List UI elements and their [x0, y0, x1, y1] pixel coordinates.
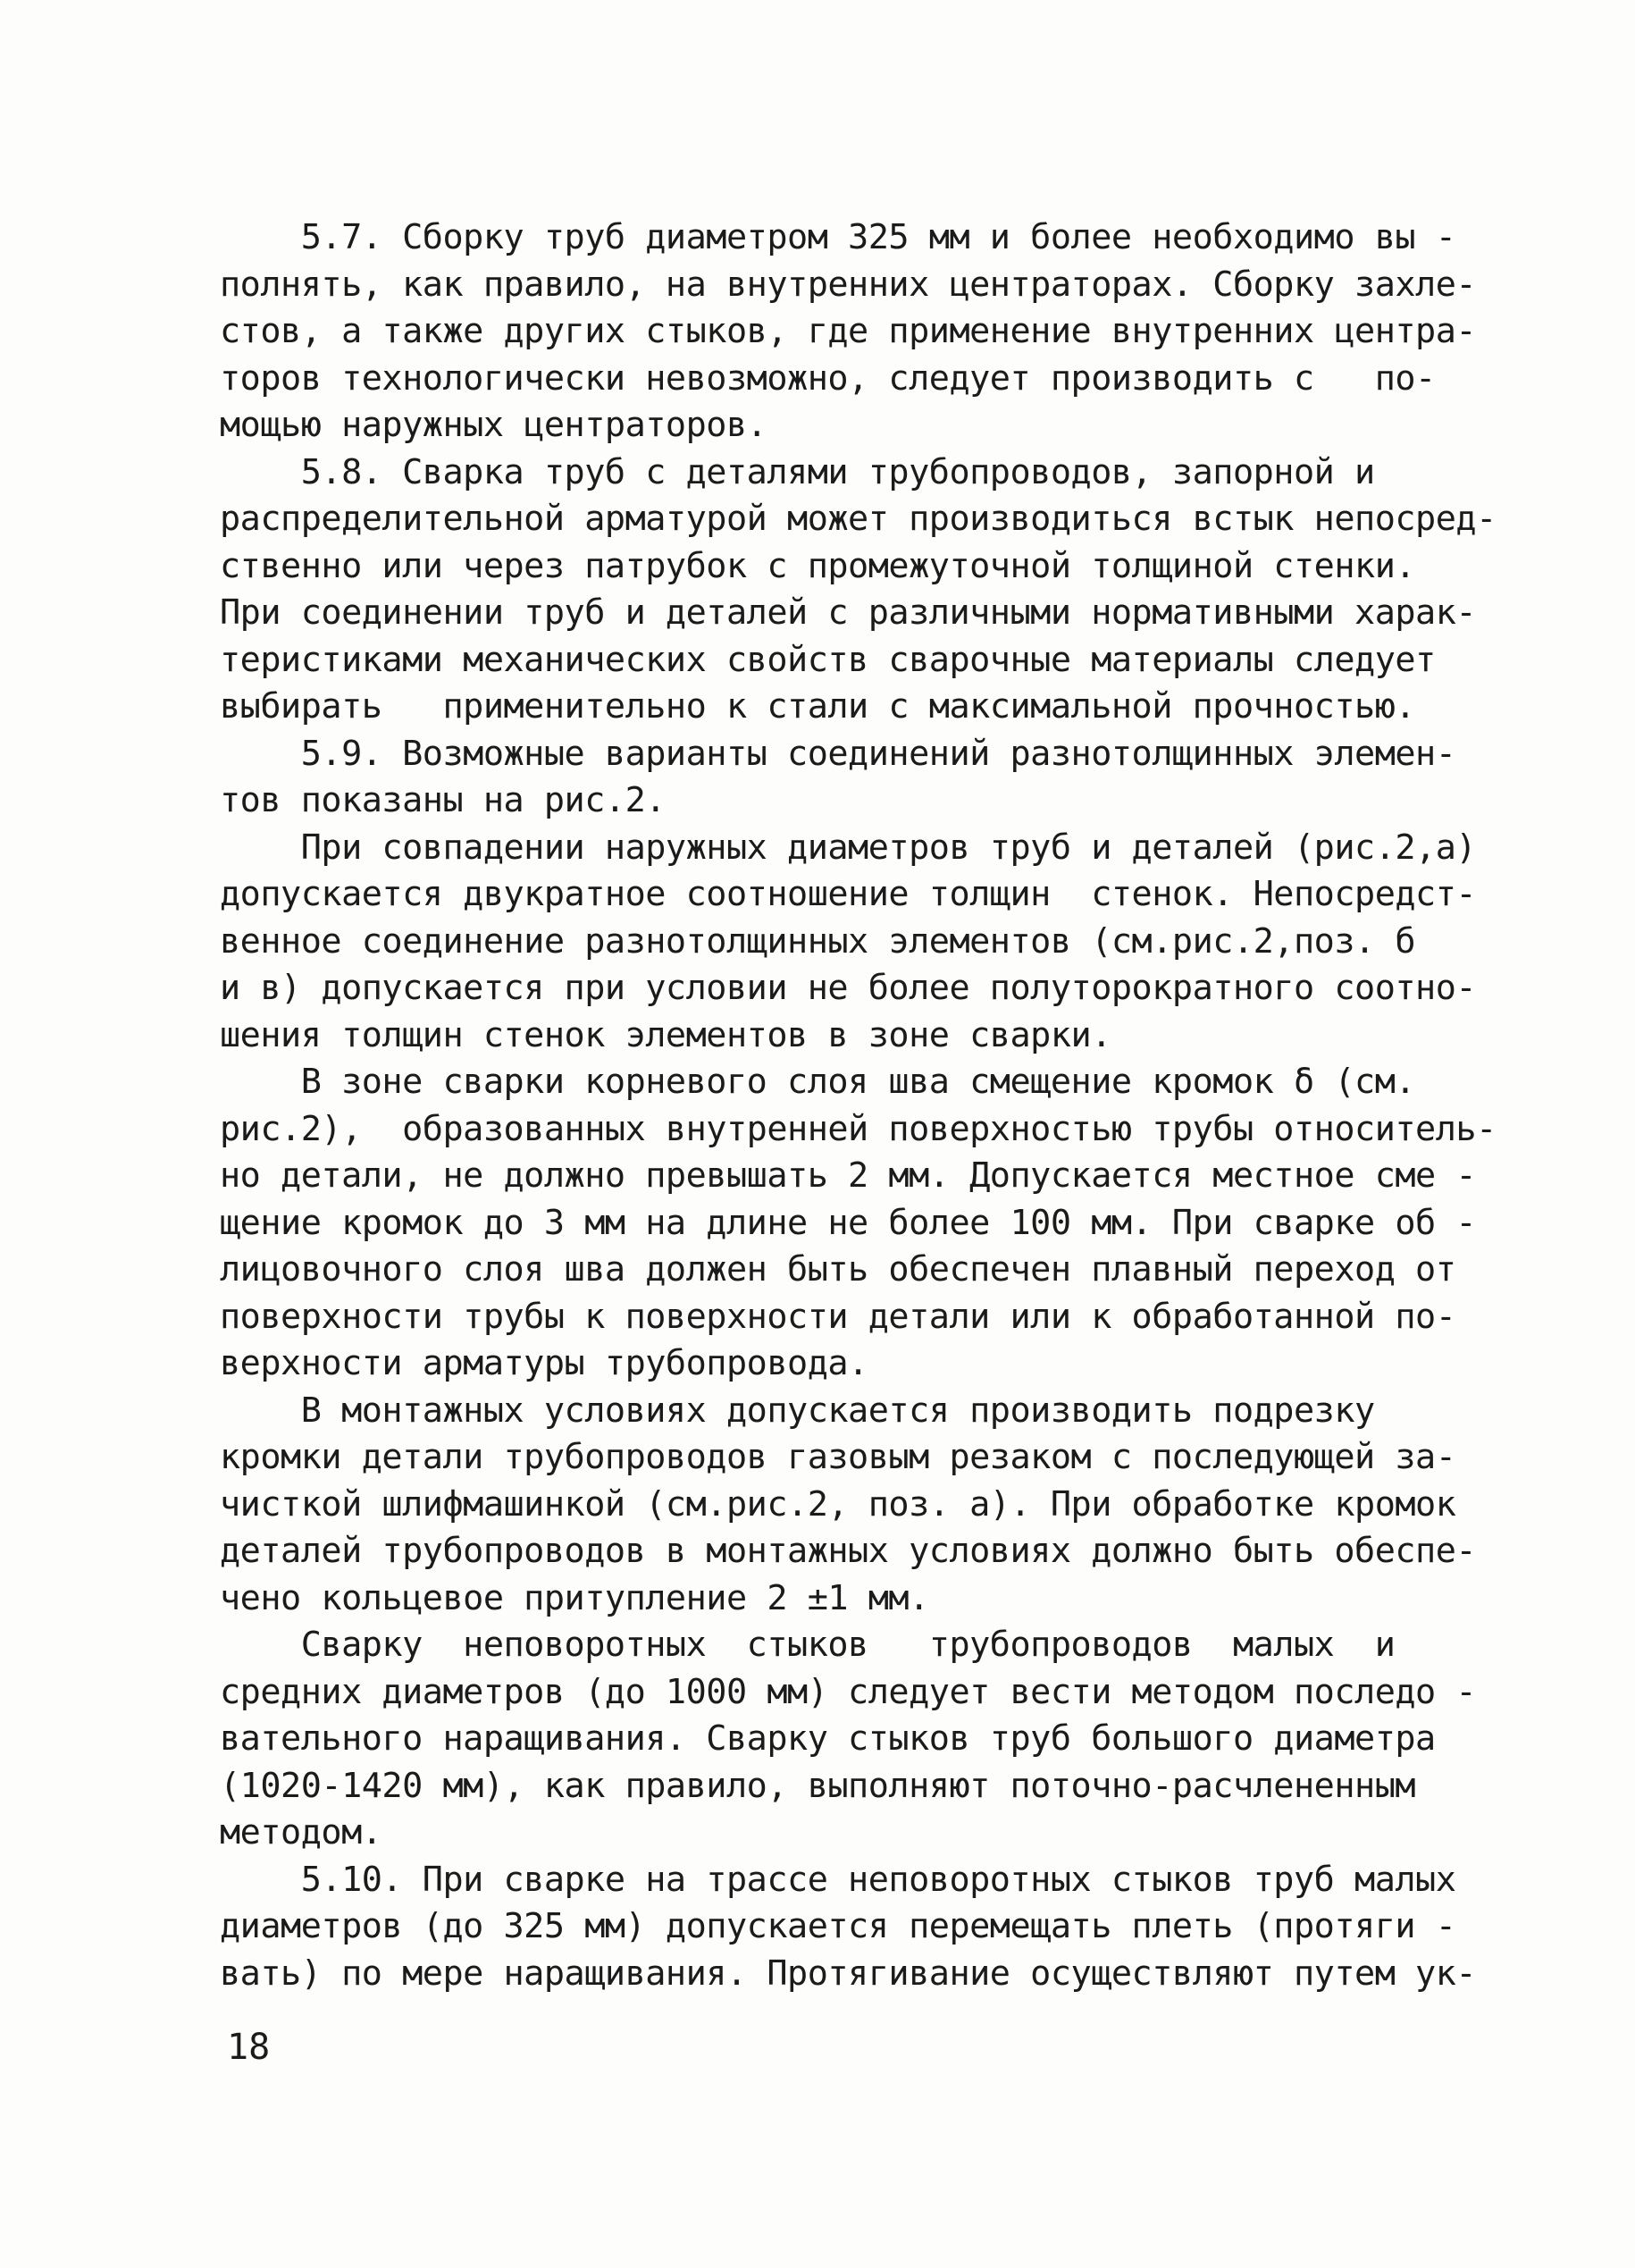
text-line: и в) допускается при условии не более полуторократного соотно- — [220, 968, 1477, 1008]
text-line: верхности арматуры трубопровода. — [220, 1343, 868, 1383]
text-line: ственно или через патрубок с промежуточной толщиной стенки. — [220, 545, 1416, 586]
text-line: чисткой шлифмашинкой (см.рис.2, поз. а). При обработке кромок — [220, 1483, 1456, 1525]
text-line: 5.7. Сборку труб диаметром 325 мм и более необходимо вы - — [220, 217, 1456, 257]
text-line: венное соединение разнотолщинных элементов (см.рис.2,поз. б — [220, 920, 1416, 962]
text-line: распределительной арматурой может производиться встык непосред- — [220, 499, 1497, 539]
text-line: 5.9. Возможные варианты соединений разнотолщинных элемен- — [220, 733, 1456, 774]
text-line: поверхности трубы к поверхности детали или к обработанной по- — [220, 1296, 1456, 1337]
text-line: лицовочного слоя шва должен быть обеспечен плавный переход от — [220, 1249, 1456, 1289]
text-line: деталей трубопроводов в монтажных условиях должно быть обеспе- — [220, 1531, 1477, 1571]
text-line: вательного наращивания. Сварку стыков труб большого диаметра — [220, 1718, 1436, 1759]
text-line: допускается двукратное соотношение толщин стенок. Непосредст- — [220, 874, 1477, 914]
text-line: шения толщин стенок элементов в зоне сварки. — [220, 1014, 1111, 1055]
body-text — [220, 214, 1497, 1997]
text-line: Сварку неповоротных стыков трубопроводов малых и — [220, 1625, 1396, 1665]
text-line: При соединении труб и деталей с различными нормативными харак- — [220, 592, 1477, 633]
text-line: кромки детали трубопроводов газовым резаком с последующей за- — [220, 1437, 1456, 1477]
text-line: 5.10. При сварке на трассе неповоротных стыков труб малых — [220, 1859, 1456, 1900]
text-line: мощью наружных центраторов. — [220, 405, 767, 445]
text-line: рис.2), образованных внутренней поверхностью трубы относитель- — [220, 1108, 1497, 1149]
text-line: теристиками механических свойств сварочные материалы следует — [220, 639, 1436, 680]
text-line: В монтажных условиях допускается производить подрезку — [220, 1390, 1375, 1431]
text-line: 5.8. Сварка труб с деталями трубопроводов, запорной и — [220, 451, 1375, 492]
text-line: но детали, не должно превышать 2 мм. Допускается местное сме - — [220, 1155, 1477, 1196]
text-line: При совпадении наружных диаметров труб и деталей (рис.2,а) — [220, 827, 1477, 868]
text-line: щение кромок до 3 мм на длине не более 100 мм. При сварке об - — [220, 1202, 1477, 1243]
text-line: средних диаметров (до 1000 мм) следует вести методом последо - — [220, 1671, 1477, 1712]
text-line: тов показаны на рис.2. — [220, 780, 666, 820]
text-line: выбирать применительно к стали с максимальной прочностью. — [220, 686, 1416, 727]
page-number: 18 — [227, 2027, 271, 2068]
text-line: чено кольцевое притупление 2 ±1 мм. — [220, 1577, 929, 1618]
text-line: торов технологически невозможно, следует производить с по- — [220, 357, 1436, 399]
text-line: (1020-1420 мм), как правило, выполняют поточно-расчлененным — [220, 1765, 1416, 1806]
text-line: вать) по мере наращивания. Протягивание осуществляют путем ук- — [220, 1953, 1477, 1994]
text-line: диаметров (до 325 мм) допускается перемещать плеть (протяги - — [220, 1906, 1456, 1946]
text-line: В зоне сварки корневого слоя шва смещение кромок δ (см. — [220, 1062, 1416, 1102]
text-line: полнять, как правило, на внутренних центраторах. Сборку захле- — [220, 264, 1477, 305]
text-line: методом. — [220, 1812, 382, 1852]
text-line: стов, а также других стыков, где применение внутренних центра- — [220, 311, 1477, 351]
